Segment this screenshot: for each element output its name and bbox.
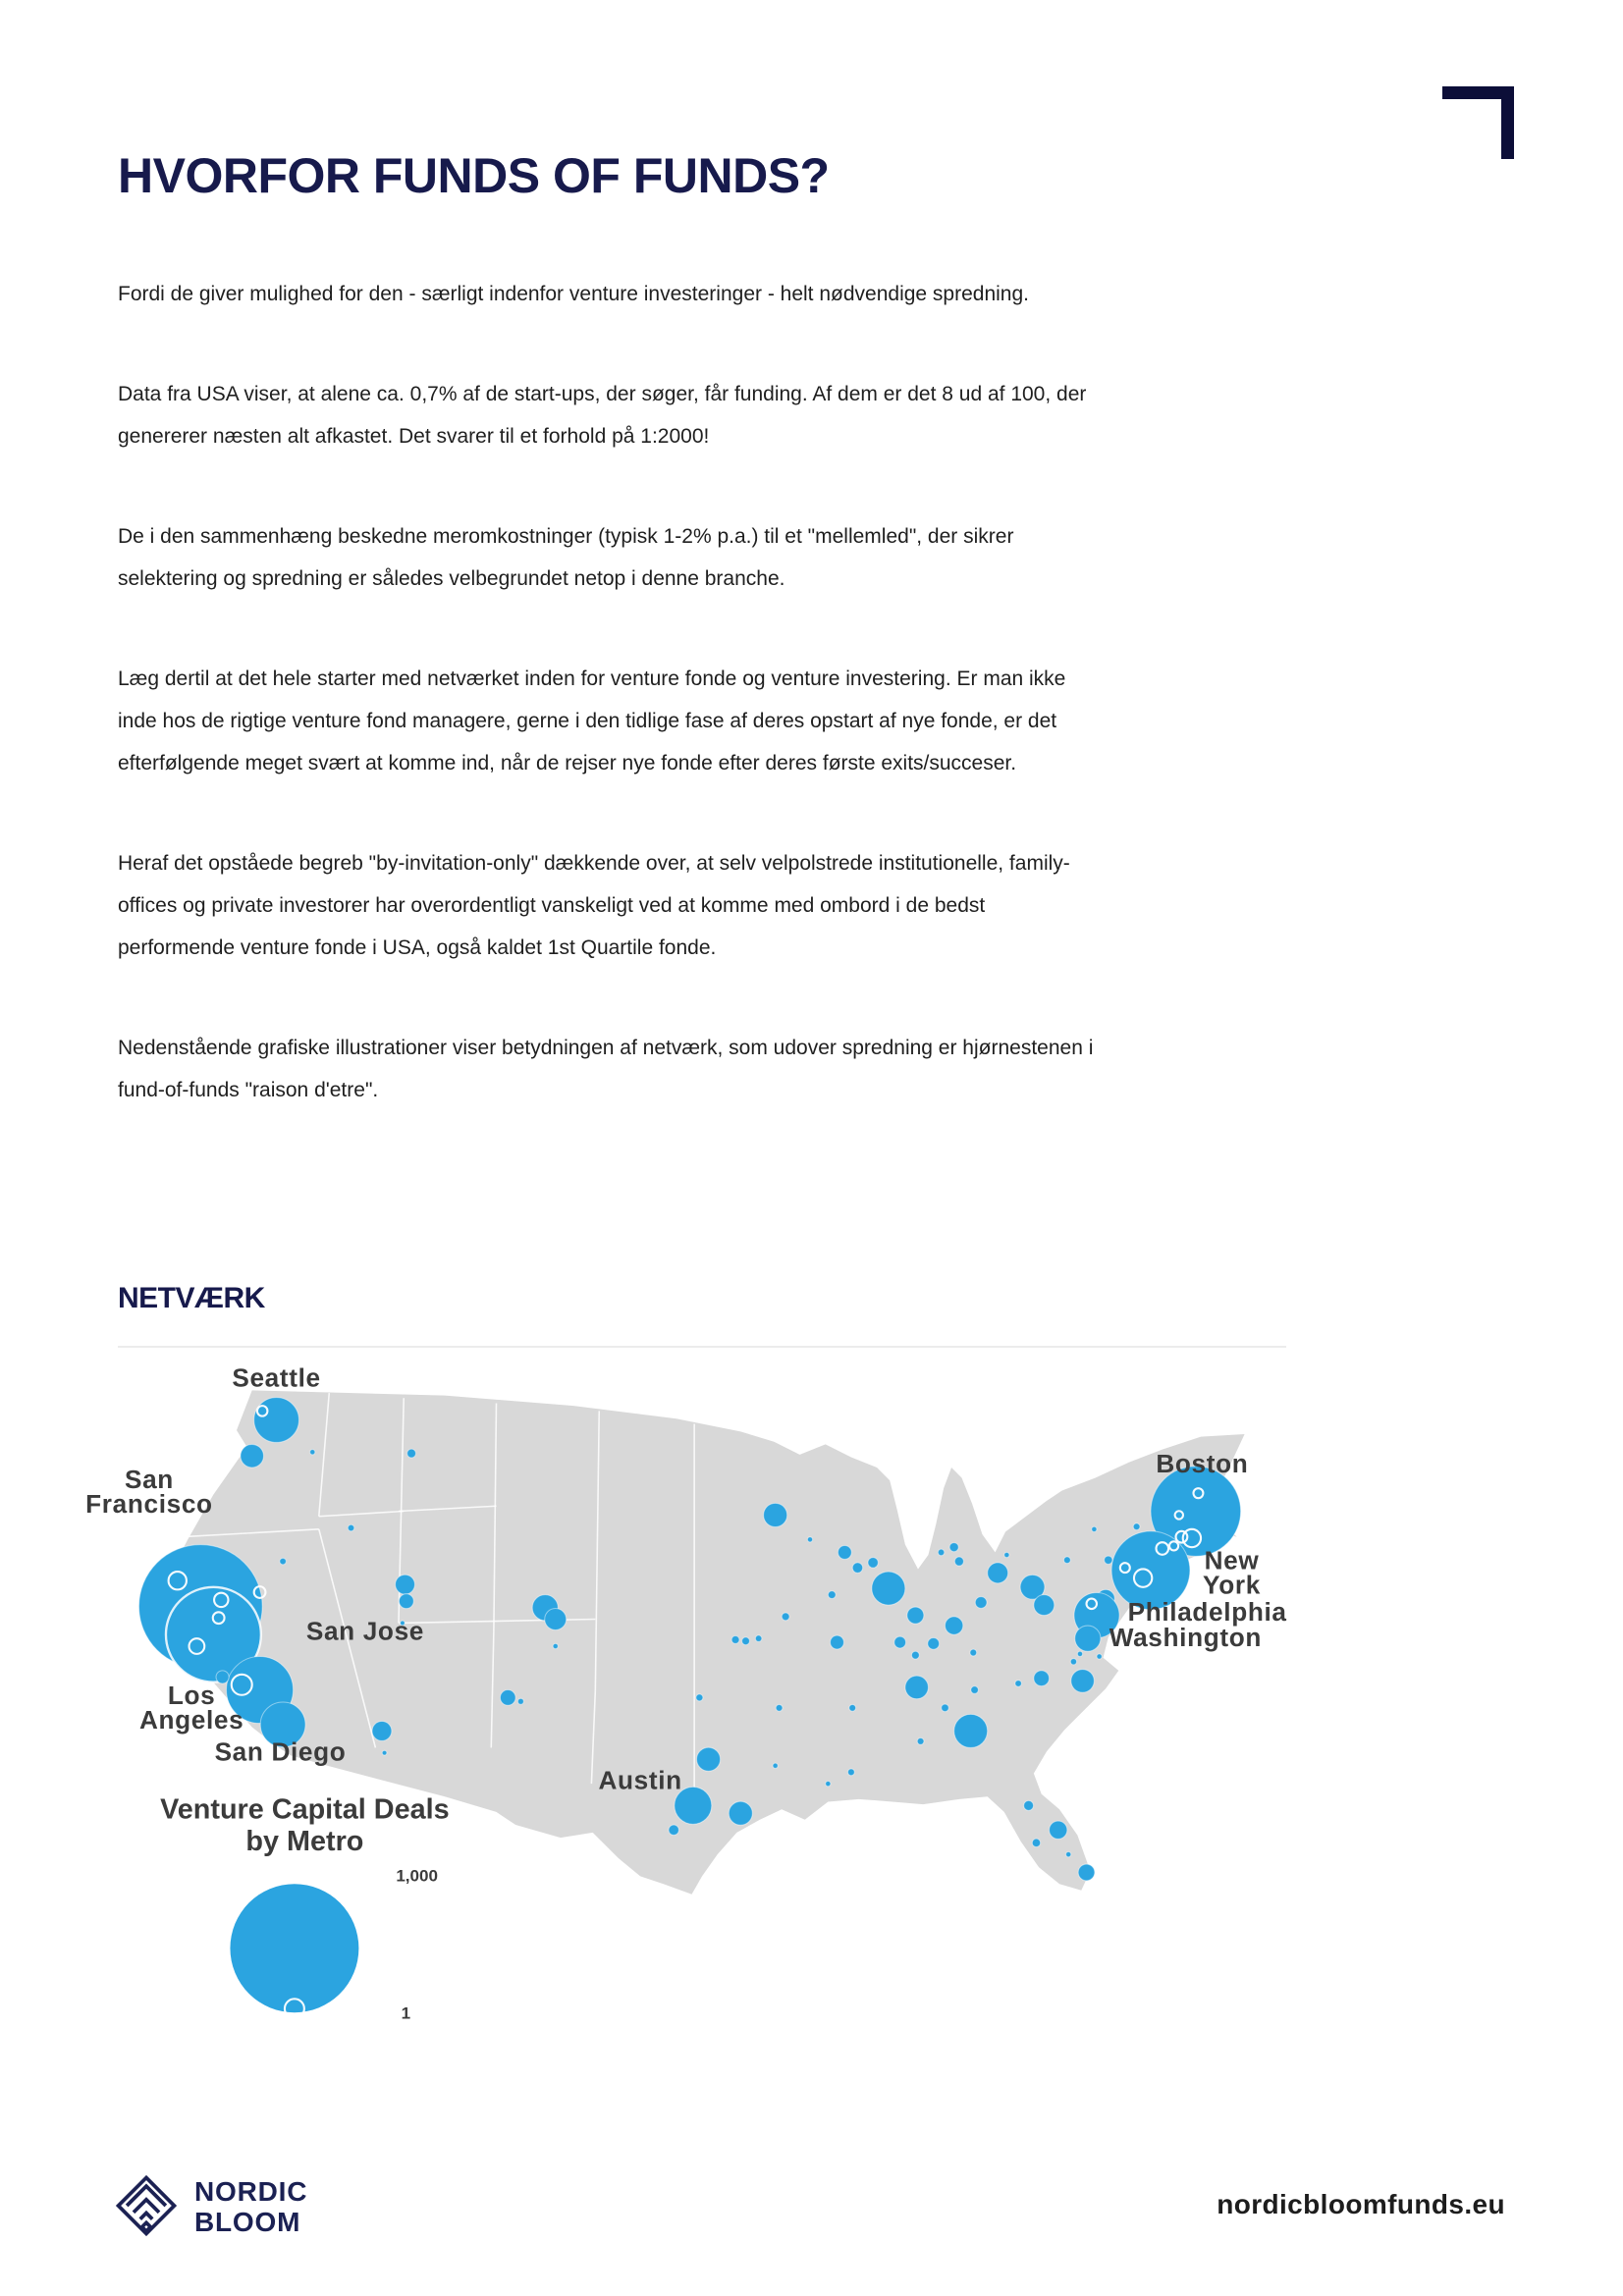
metro-bubble xyxy=(872,1572,905,1605)
body-text xyxy=(118,273,1105,1169)
nordic-bloom-wordmark xyxy=(194,2176,307,2237)
metro-bubble xyxy=(396,1575,415,1594)
metro-bubble xyxy=(1078,1864,1095,1881)
metro-bubble xyxy=(971,1686,979,1694)
nordic-bloom-logo-icon xyxy=(116,2171,177,2240)
metro-bubble xyxy=(1133,1523,1140,1530)
metro-bubble xyxy=(755,1635,762,1642)
metro-bubble xyxy=(1070,1659,1076,1665)
metro-bubble xyxy=(949,1543,958,1552)
metro-bubble xyxy=(1004,1552,1009,1557)
section-heading-netvaerk: NETVÆRK xyxy=(118,1282,265,1314)
corner-bracket-decoration xyxy=(1442,86,1514,159)
metro-bubble xyxy=(975,1597,987,1609)
metro-bubble xyxy=(773,1763,778,1768)
metro-bubble xyxy=(669,1825,678,1835)
metro-bubble xyxy=(807,1537,812,1542)
metro-bubble xyxy=(254,1398,299,1443)
metro-bubble xyxy=(697,1747,721,1771)
metro-bubble xyxy=(776,1704,783,1711)
metro-bubble xyxy=(1066,1852,1071,1857)
metro-bubble xyxy=(696,1694,703,1701)
metro-bubble xyxy=(742,1637,750,1645)
paragraph-3: De i den sammenhæng beskedne meromkostninger (typisk 1-2% p.a.) til et "mellemled", der sikrer selektering og spredning er således velbegrundet netop i denne branche. xyxy=(118,525,1014,590)
metro-bubble xyxy=(954,1557,963,1566)
metro-bubble xyxy=(216,1671,229,1683)
legend-max-bubble xyxy=(230,1884,358,2012)
metro-bubble xyxy=(945,1617,962,1634)
metro-bubble xyxy=(310,1450,315,1455)
metro-bubble xyxy=(1015,1681,1022,1687)
metro-bubble xyxy=(241,1444,264,1468)
metro-bubble xyxy=(1032,1839,1040,1846)
metro-bubble xyxy=(382,1750,387,1755)
paragraph-1: Fordi de giver mulighed for den - særligt indenfor venture investeringer - helt nødvendige spredning. xyxy=(118,283,1029,305)
metro-bubble xyxy=(852,1563,862,1573)
metro-label: San Diego xyxy=(214,1736,347,1767)
metro-bubble xyxy=(838,1545,851,1559)
metro-bubble xyxy=(917,1737,924,1744)
metro-bubble xyxy=(1092,1526,1097,1531)
metro-bubble xyxy=(1034,1671,1050,1686)
metro-bubble xyxy=(517,1698,523,1704)
metro-bubble xyxy=(942,1704,949,1712)
footer-website-url: nordicbloomfunds.eu xyxy=(1217,2189,1505,2219)
metro-bubble xyxy=(907,1607,924,1624)
metro-label: Los Angeles xyxy=(138,1680,244,1735)
metro-bubble xyxy=(828,1591,836,1599)
vc-deals-by-metro-map xyxy=(59,1360,1345,2041)
paragraph-5: Heraf det opståede begreb "by-invitation-only" dækkende over, at selv velpolstrede institutionelle, family-offices og private investorer har overordentligt vanskeligt ved at komme med ombord i de bedst performende venture fonde i USA, også kaldet 1st Quartile fonde. xyxy=(118,852,1070,959)
metro-bubble xyxy=(831,1635,844,1649)
metro-label: Seattle xyxy=(232,1362,321,1393)
metro-bubble xyxy=(938,1549,945,1556)
metro-label: New York xyxy=(1203,1545,1261,1600)
metro-bubble xyxy=(970,1649,977,1656)
paragraph-4: Læg dertil at det hele starter med netværket inden for venture fonde og venture investering. Er man ikke inde hos de rigtige venture fond managere, gerne i den tidlige fase af deres opstart af nye fonde, er det efterfølgende meget svært at komme ind, når de rejser nye fonde efter deres første exits/succeser. xyxy=(118,667,1066,774)
metro-bubble xyxy=(954,1714,988,1747)
legend-max-value: 1,000 xyxy=(396,1866,438,1886)
section-divider xyxy=(118,1346,1286,1348)
map-legend xyxy=(160,1793,449,2022)
metro-bubble xyxy=(553,1643,558,1648)
metro-bubble xyxy=(988,1563,1008,1583)
metro-bubble xyxy=(1063,1557,1070,1564)
metro-bubble xyxy=(1024,1800,1034,1810)
metro-bubble xyxy=(868,1558,878,1568)
metro-bubble xyxy=(1071,1670,1095,1693)
metro-bubble xyxy=(1105,1556,1112,1564)
wordmark-line-2: BLOOM xyxy=(194,2207,301,2237)
metro-label: Philadelphia xyxy=(1127,1596,1287,1627)
legend-min-value: 1 xyxy=(401,2003,411,2023)
metro-bubble xyxy=(280,1558,287,1565)
page-title: HVORFOR FUNDS OF FUNDS? xyxy=(118,148,830,203)
metro-bubble xyxy=(372,1721,392,1740)
metro-bubble xyxy=(894,1636,906,1648)
metro-bubble xyxy=(826,1781,831,1786)
metro-bubble xyxy=(348,1524,354,1531)
metro-bubble xyxy=(764,1503,787,1526)
metro-bubble xyxy=(1097,1654,1102,1659)
metro-bubble xyxy=(729,1801,752,1825)
metro-bubble xyxy=(545,1609,567,1630)
legend-title: Venture Capital Deals by Metro xyxy=(160,1793,450,1858)
metro-bubble xyxy=(1075,1626,1101,1651)
metro-bubble xyxy=(849,1704,856,1711)
metro-label: San Jose xyxy=(305,1616,425,1646)
metro-bubble xyxy=(1077,1651,1082,1656)
metro-bubble xyxy=(407,1449,416,1458)
metro-bubble xyxy=(847,1769,854,1776)
metro-label: Austin xyxy=(598,1765,682,1795)
metro-label: Washington xyxy=(1109,1623,1263,1653)
paragraph-2: Data fra USA viser, at alene ca. 0,7% af de start-ups, der søger, får funding. Af dem er det 8 ud af 100, der genererer næsten alt afkastet. Det svarer til et forhold på 1:2000! xyxy=(118,383,1087,448)
metro-bubble xyxy=(1050,1821,1067,1839)
metro-bubble xyxy=(500,1690,515,1706)
metro-bubble xyxy=(782,1613,789,1621)
metro-label: Boston xyxy=(1156,1449,1249,1479)
metro-bubble xyxy=(1034,1595,1055,1616)
paragraph-6: Nedenstående grafiske illustrationer viser betydningen af netværk, som udover spredning er hjørnestenen i fund-of-funds "raison d'etre". xyxy=(118,1037,1094,1101)
metro-bubble xyxy=(731,1636,739,1644)
metro-bubble xyxy=(399,1594,413,1609)
wordmark-line-1: NORDIC xyxy=(194,2176,308,2207)
metro-label: San Francisco xyxy=(85,1464,213,1519)
metro-bubble xyxy=(905,1676,929,1699)
metro-bubble xyxy=(928,1637,940,1649)
metro-bubble xyxy=(911,1651,919,1659)
